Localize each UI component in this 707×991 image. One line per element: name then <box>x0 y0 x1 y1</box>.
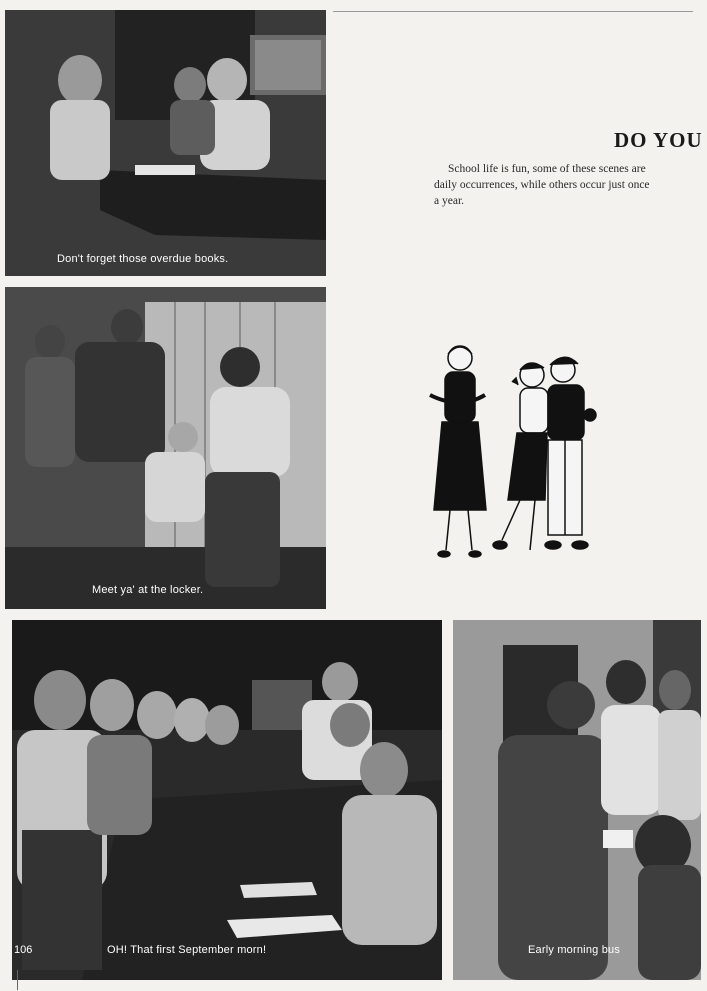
locker-caption: Meet ya' at the locker. <box>92 584 204 596</box>
locker-photo <box>5 287 326 609</box>
library-caption: Don't forget those overdue books. <box>57 253 229 265</box>
top-rule <box>333 11 693 12</box>
library-photo <box>5 10 326 276</box>
intro-paragraph: School life is fun, some of these scenes are daily occurrences, while others occur just once a year. <box>434 163 650 207</box>
page-number: 106 <box>14 944 33 956</box>
margin-line <box>17 970 18 990</box>
bus-photo <box>453 620 701 980</box>
september-photo-scene <box>12 620 442 980</box>
library-photo-scene <box>5 10 326 276</box>
bus-caption: Early morning bus <box>528 944 621 956</box>
bus-photo-scene <box>453 620 701 980</box>
cartoon-illustration <box>420 340 620 570</box>
locker-photo-scene <box>5 287 326 609</box>
september-photo <box>12 620 442 980</box>
september-caption: OH! That first September morn! <box>107 944 267 956</box>
page-heading: DO YOU <box>614 128 703 152</box>
